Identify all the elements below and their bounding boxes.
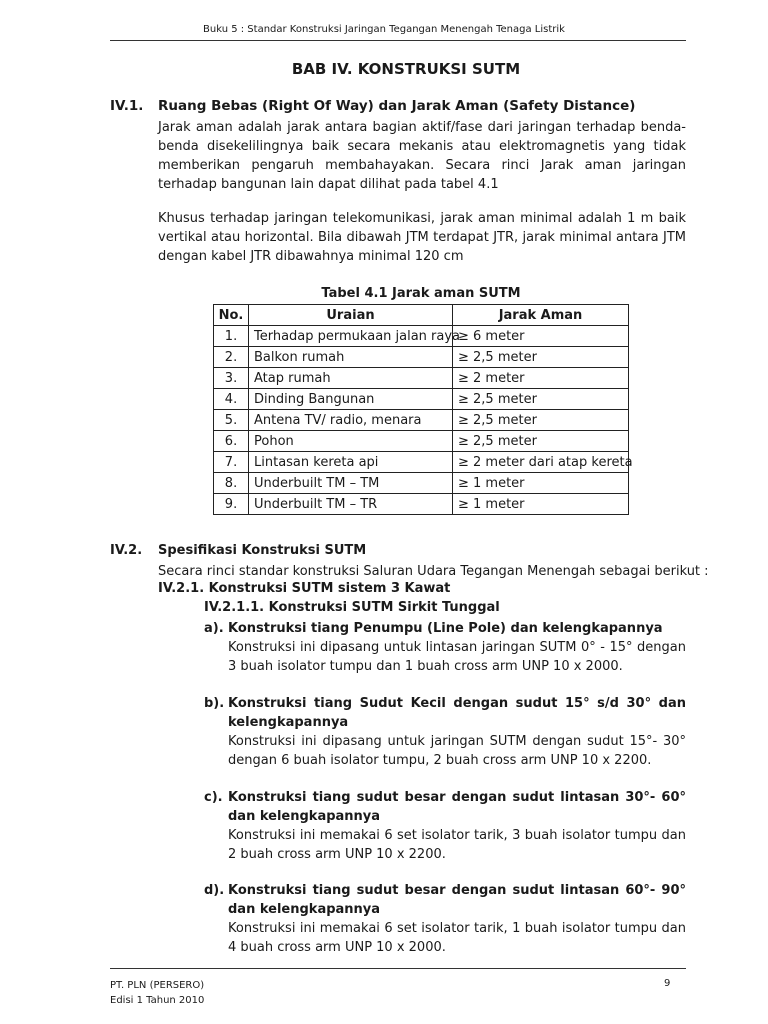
cell-no: 2. (214, 347, 249, 368)
footer-edition: Edisi 1 Tahun 2010 (110, 995, 205, 1006)
cell-jarak: ≥ 2,5 meter (453, 431, 629, 452)
item-c-label: c). (204, 790, 223, 805)
cell-no: 4. (214, 389, 249, 410)
item-d-body: Konstruksi ini memakai 6 set isolator tarik, 1 buah isolator tumpu dan 4 buah cross arm UNP 10 x 2000. (228, 921, 686, 955)
section2-intro: Secara rinci standar konstruksi Saluran Udara Tegangan Menengah sebagai berikut : (158, 564, 709, 579)
safety-distance-table (213, 304, 633, 515)
footer-company: PT. PLN (PERSERO) (110, 980, 205, 991)
section1-paragraph-2: Khusus terhadap jaringan telekomunikasi, jarak aman minimal adalah 1 m baik vertikal atau horizontal. Bila dibawah JTM terdapat JTR, jarak minimal antara JTM dengan kabel JTR dibawahnya minimal 120 cm (158, 211, 686, 264)
cell-uraian: Balkon rumah (249, 347, 453, 368)
cell-jarak: ≥ 6 meter (453, 326, 629, 347)
cell-uraian: Underbuilt TM – TR (249, 494, 453, 515)
section2-number: IV.2. (110, 543, 143, 558)
running-header: Buku 5 : Standar Konstruksi Jaringan Tegangan Menengah Tenaga Listrik (203, 24, 565, 35)
chapter-title: BAB IV. KONSTRUKSI SUTM (291, 60, 521, 78)
cell-no: 9. (214, 494, 249, 515)
item-b-body: Konstruksi ini dipasang untuk jaringan SUTM dengan sudut 15°- 30° dengan 6 buah isolator tumpu, 2 buah cross arm UNP 10 x 2200. (228, 734, 686, 768)
table-row (214, 494, 629, 515)
cell-jarak: ≥ 1 meter (453, 473, 629, 494)
cell-uraian: Underbuilt TM – TM (249, 473, 453, 494)
cell-uraian: Terhadap permukaan jalan raya (249, 326, 453, 347)
cell-uraian: Antena TV/ radio, menara (249, 410, 453, 431)
subsection-heading: IV.2.1. Konstruksi SUTM sistem 3 Kawat (158, 581, 451, 596)
item-b-label: b). (204, 696, 225, 711)
cell-jarak: ≥ 1 meter (453, 494, 629, 515)
item-b-title: Konstruksi tiang Sudut Kecil dengan sudut 15° s/d 30° dan kelengkapannya (228, 696, 686, 730)
cell-no: 5. (214, 410, 249, 431)
cell-no: 3. (214, 368, 249, 389)
section1-number: IV.1. (110, 98, 144, 114)
footer-divider (110, 968, 686, 969)
table-row (214, 431, 629, 452)
section1-paragraph-1: Jarak aman adalah jarak antara bagian aktif/fase dari jaringan terhadap benda-benda disekelilingnya baik secara mekanis atau elektromagnetis yang tidak memberikan pengaruh membahayakan. Secara rinci Jarak aman jaringan terhadap bangunan lain dapat dilihat pada tabel 4.1 (158, 120, 686, 192)
column-header-jarak-aman: Jarak Aman (453, 305, 629, 326)
table-caption: Tabel 4.1 Jarak aman SUTM (321, 286, 521, 301)
footer-left (110, 978, 204, 1008)
cell-uraian: Dinding Bangunan (249, 389, 453, 410)
table-row (214, 473, 629, 494)
table-row (214, 389, 629, 410)
page-number: 9 (664, 978, 671, 989)
item-a-title: Konstruksi tiang Penumpu (Line Pole) dan kelengkapannya (228, 621, 663, 636)
cell-uraian: Lintasan kereta api (249, 452, 453, 473)
cell-jarak: ≥ 2 meter (453, 368, 629, 389)
cell-uraian: Pohon (249, 431, 453, 452)
table-row (214, 347, 629, 368)
table-row (214, 452, 629, 473)
column-header-no: No. (214, 305, 249, 326)
column-header-uraian: Uraian (249, 305, 453, 326)
cell-jarak: ≥ 2 meter dari atap kereta (453, 452, 629, 473)
cell-jarak: ≥ 2,5 meter (453, 347, 629, 368)
sub-subsection-heading: IV.2.1.1. Konstruksi SUTM Sirkit Tunggal (204, 600, 500, 615)
item-a-body: Konstruksi ini dipasang untuk lintasan jaringan SUTM 0° - 15° dengan 3 buah isolator tumpu dan 1 buah cross arm UNP 10 x 2000. (228, 640, 686, 674)
item-a-label: a). (204, 621, 224, 636)
table-header-row (214, 305, 629, 326)
item-c-body: Konstruksi ini memakai 6 set isolator tarik, 3 buah isolator tumpu dan 2 buah cross arm UNP 10 x 2200. (228, 828, 686, 862)
cell-jarak: ≥ 2,5 meter (453, 410, 629, 431)
item-d-title: Konstruksi tiang sudut besar dengan sudut lintasan 60°- 90° dan kelengkapannya (228, 883, 686, 917)
section1-title: Ruang Bebas (Right Of Way) dan Jarak Aman (Safety Distance) (158, 98, 636, 114)
cell-no: 6. (214, 431, 249, 452)
header-divider (110, 40, 686, 41)
table-row (214, 368, 629, 389)
cell-no: 8. (214, 473, 249, 494)
item-d-label: d). (204, 883, 225, 898)
table-row (214, 326, 629, 347)
table-row (214, 410, 629, 431)
cell-no: 1. (214, 326, 249, 347)
cell-uraian: Atap rumah (249, 368, 453, 389)
section2-title: Spesifikasi Konstruksi SUTM (158, 543, 367, 558)
cell-jarak: ≥ 2,5 meter (453, 389, 629, 410)
item-c-title: Konstruksi tiang sudut besar dengan sudut lintasan 30°- 60° dan kelengkapannya (228, 790, 686, 824)
cell-no: 7. (214, 452, 249, 473)
